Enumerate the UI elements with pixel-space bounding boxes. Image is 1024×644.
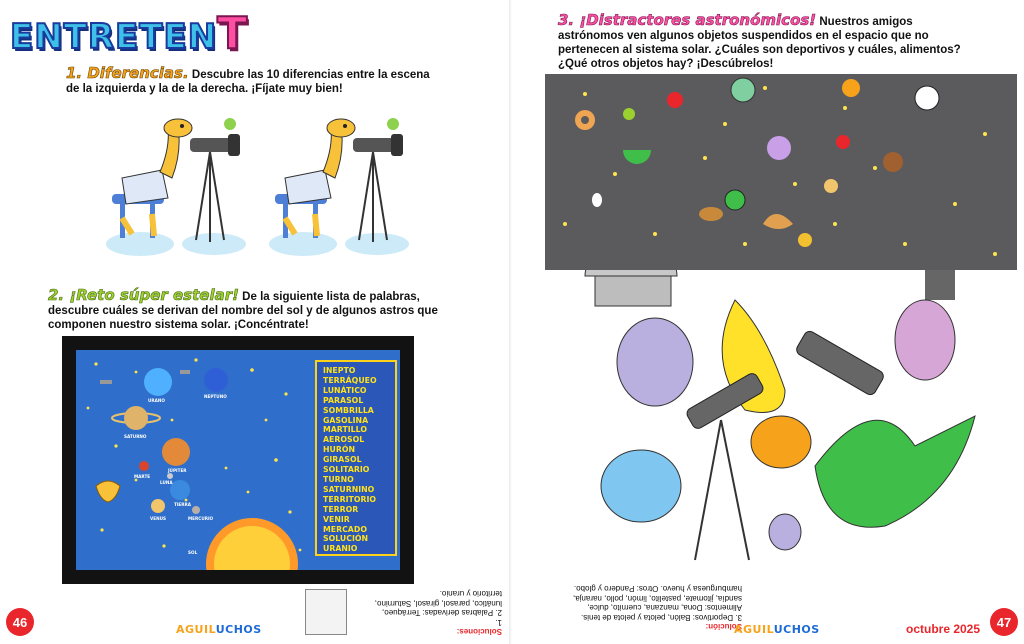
word-list-item: LUNÁTICO [323,385,367,395]
logo-text: ENTRETEN [10,17,218,57]
right-page [512,0,1024,644]
astronomers-illustration [545,270,1017,590]
word-list-item: MARTILLO [323,425,367,435]
section-3-text: Nuestros amigos astrónomos ven algunos objetos suspendidos en el espacio que no pertenecen al sistema solar. ¿Cuáles son deportivos y cuáles, alimentos? ¿Qué otros objetos hay? ¡Descúbrelos! [558,16,961,70]
solution-line: territorio y uranio. [439,589,502,599]
word-list [315,360,397,556]
word-list-item: TERRITORIO [323,494,377,504]
section-2-instructions [48,288,468,332]
word-list-item: INEPTO [323,366,356,375]
section-3-instructions [558,13,978,71]
space-sky-illustration [545,74,1017,270]
label-neptuno: NEPTUNO [204,394,227,399]
entreten-logo [10,8,248,59]
page-number-right: 47 [990,608,1018,636]
brand-part-b: UCHOS [215,623,262,636]
brand-part-a: AGUIL [734,623,774,636]
label-sol: SOL [188,550,198,555]
section-1-instructions [66,66,446,96]
word-list-item: MERCADO [323,524,367,534]
brand-footer-right [734,623,820,636]
solution-line: 2. Palabras derivadas: Terráqueo, [382,608,502,618]
label-luna: LUNA [160,480,173,485]
word-list-item: TURNO [323,474,354,484]
giraffe-scene-left [92,108,252,258]
section-2-title: 2. ¡Reto súper estelar! [48,286,239,304]
word-list-item: SOLUCIÓN [323,534,369,544]
label-marte: MARTE [134,474,151,479]
word-list-item: SATURNINO [323,484,375,494]
issue-date: octubre 2025 [906,622,981,636]
page-number-left: 46 [6,608,34,636]
solution-line: Alimentos: Dona, manzana, cuernito, dulce, [587,603,742,613]
label-jupiter: JÚPITER [168,468,187,473]
floating-objects [545,74,1017,270]
solar-system-frame [62,336,414,584]
solutions-left [352,589,502,636]
solution-line: 1. [495,617,502,627]
word-list-item: AEROSOL [323,435,365,445]
solar-system-panel [76,350,400,570]
solution-line: lunático, parasol, girasol, Saturnino, [374,598,502,608]
word-list-item: SOMBRILLA [323,405,374,415]
solution-line: hamburguesa y huevo. Otros: Pandero y globo. [573,584,742,594]
solutions-label: Soluciones: [456,627,502,637]
section-1-text: Descubre las 10 diferencias entre la escena de la izquierda y la de la derecha. ¡Fíjate muy bien! [66,69,430,95]
section-3-title: 3. ¡Distractores astronómicos! [558,11,817,29]
brand-part-b: UCHOS [773,623,820,636]
giraffe-scene-right [255,108,415,258]
word-list-item: GASOLINA [323,415,369,425]
logo-letter-t: T [217,8,249,59]
label-mercurio: MERCURIO [188,516,214,521]
label-saturno: SATURNO [124,434,147,439]
solution-line: sandía, jitomate, pastelito, limón, pollo, naranja, [573,593,742,603]
word-list-item: URANIO [323,544,358,554]
brand-part-a: AGUIL [176,623,216,636]
label-urano: URANO [148,398,165,403]
word-list-item: TERRÁQUEO [323,375,377,385]
solution-line: 3. Deportivos: Balón, pelota y pelota de tenis. [581,612,742,622]
solution-thumbnail [305,589,347,635]
word-list-item: HURÓN [323,445,356,455]
label-tierra: TIERRA [174,502,191,507]
word-list-item: PARASOL [323,395,364,405]
solution-label: Solución: [705,622,742,632]
word-list-item: VENIR [323,514,350,524]
word-list-item: SOLITARIO [323,465,370,475]
label-venus: VENUS [150,516,167,521]
section-2-text: De la siguiente lista de palabras, descubre cuáles se derivan del nombre del sol y de algunos astros que componen nuestro sistema solar. ¡Concéntrate! [48,291,438,331]
section-1-title: 1. Diferencias. [66,64,189,82]
brand-footer-left [176,623,262,636]
word-list-item: GIRASOL [323,455,362,465]
word-list-item: TERROR [323,504,359,514]
solution-right [542,584,742,631]
